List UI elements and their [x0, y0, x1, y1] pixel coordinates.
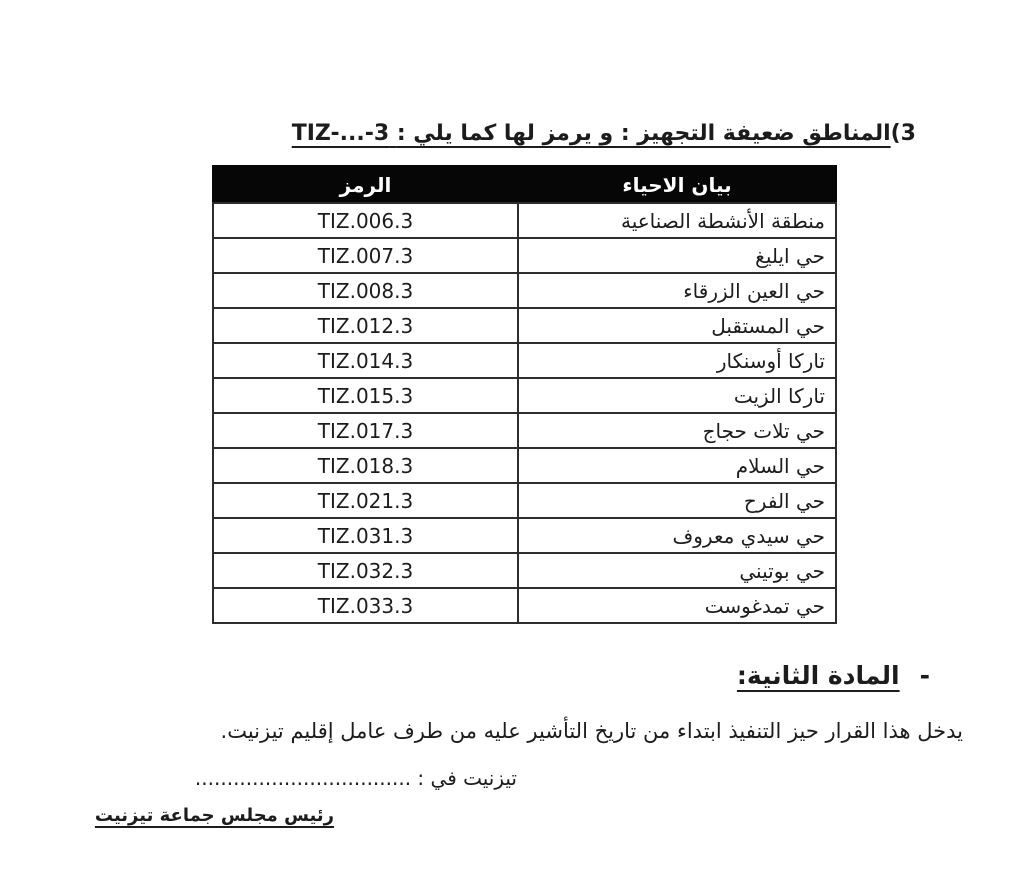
district-cell: حي العين الزرقاء	[518, 273, 836, 308]
district-cell: حي الفرح	[518, 483, 836, 518]
table-row	[213, 238, 836, 273]
code-cell: TIZ.018.3	[213, 448, 518, 483]
code-cell: TIZ.008.3	[213, 273, 518, 308]
table-row	[213, 343, 836, 378]
article-heading	[737, 661, 930, 690]
section-heading	[292, 121, 932, 146]
table-row	[213, 448, 836, 483]
districts-table	[212, 165, 837, 624]
signature-line: رئيس مجلس جماعة تيزنيت	[94, 805, 334, 826]
district-cell: تاركا الزيت	[518, 378, 836, 413]
section-heading-arabic: المناطق ضعيفة التجهيز : و يرمز لها كما يلي :	[396, 121, 891, 146]
table-row	[213, 413, 836, 448]
article-dash: -	[919, 661, 930, 690]
table-row	[213, 518, 836, 553]
table-header-row	[213, 166, 836, 203]
table-row	[213, 378, 836, 413]
district-cell: حي تمدغوست	[518, 588, 836, 623]
code-cell: TIZ.007.3	[213, 238, 518, 273]
district-cell: تاركا أوسنكار	[518, 343, 836, 378]
article-title: المادة الثانية:	[736, 661, 900, 690]
district-cell: منطقة الأنشطة الصناعية	[518, 203, 836, 238]
table-row	[213, 553, 836, 588]
code-cell: TIZ.015.3	[213, 378, 518, 413]
code-cell: TIZ.014.3	[213, 343, 518, 378]
district-cell: حي بوتيني	[518, 553, 836, 588]
table-row	[213, 273, 836, 308]
code-cell: TIZ.021.3	[213, 483, 518, 518]
code-cell: TIZ.012.3	[213, 308, 518, 343]
code-cell: TIZ.032.3	[213, 553, 518, 588]
date-line: تيزنيت في : ..................................	[194, 766, 517, 790]
table-row	[213, 588, 836, 623]
code-cell: TIZ.031.3	[213, 518, 518, 553]
header-districts: بيان الاحياء	[518, 166, 836, 203]
district-cell: حي ايليغ	[518, 238, 836, 273]
section-heading-text	[292, 121, 891, 146]
district-cell: حي تلات حجاج	[518, 413, 836, 448]
district-cell: حي سيدي معروف	[518, 518, 836, 553]
code-cell: TIZ.006.3	[213, 203, 518, 238]
section-number: (3	[890, 121, 916, 146]
table-row	[213, 203, 836, 238]
district-cell: حي السلام	[518, 448, 836, 483]
table-row	[213, 308, 836, 343]
header-code: الرمز	[213, 166, 518, 203]
decree-paragraph: يدخل هذا القرار حيز التنفيذ ابتداء من تاريخ التأشير عليه من طرف عامل إقليم تيزنيت.	[220, 719, 963, 743]
code-cell: TIZ.033.3	[213, 588, 518, 623]
code-cell: TIZ.017.3	[213, 413, 518, 448]
section-heading-code: TIZ-...-3	[291, 121, 390, 146]
table-body	[213, 203, 836, 623]
district-cell: حي المستقبل	[518, 308, 836, 343]
table-row	[213, 483, 836, 518]
